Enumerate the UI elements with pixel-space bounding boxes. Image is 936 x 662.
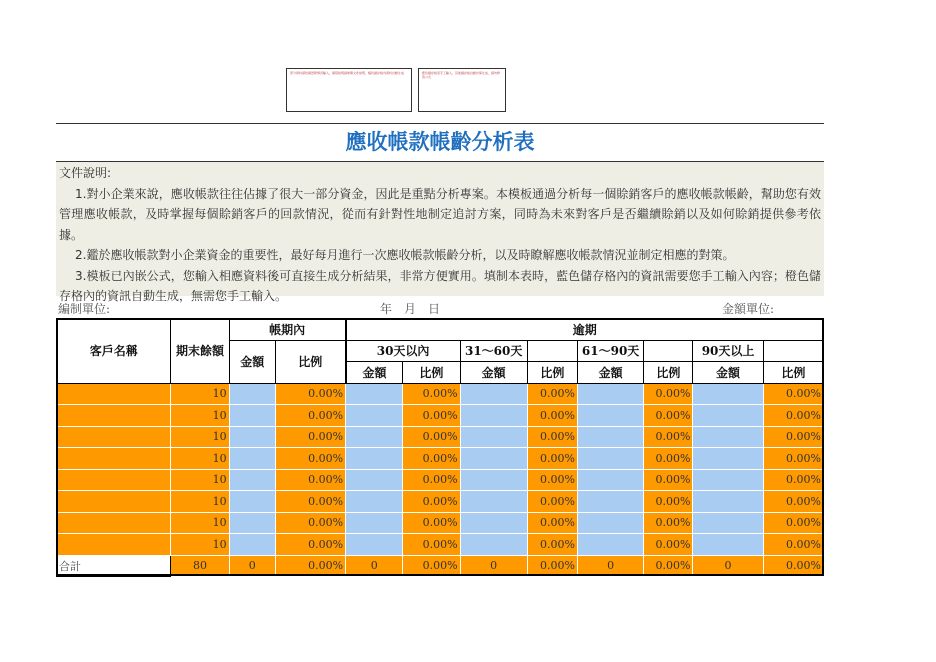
within-term-ratio-cell: 0.00% <box>275 534 345 556</box>
within-term-ratio-cell: 0.00% <box>275 383 345 405</box>
table-row <box>57 491 824 513</box>
total-30-days-ratio-cell: 0.00% <box>403 555 460 577</box>
description-panel <box>56 162 824 303</box>
header-30-days-amount: 金額 <box>346 362 403 384</box>
61-90-days-ratio-cell: 0.00% <box>644 405 693 427</box>
table-row <box>57 469 824 491</box>
total-31-60-days-amount-cell: 0 <box>460 555 527 577</box>
comment-note-1 <box>286 68 412 112</box>
90-plus-days-ratio-cell: 0.00% <box>763 491 823 513</box>
within-term-amount-input[interactable] <box>229 448 275 470</box>
description-paragraph-2: 2.鑑於應收帳款對小企業資金的重要性，最好每月進行一次應收帳款帳齡分析，以及時瞭解應收帳款情況並制定相應的對策。 <box>75 248 735 262</box>
90-plus-days-amount-input[interactable] <box>693 512 763 534</box>
aging-analysis-table <box>56 318 824 577</box>
header-61-90-days-spacer <box>644 340 693 362</box>
header-61-90-days: 61～90天 <box>577 340 643 362</box>
90-plus-days-ratio-cell: 0.00% <box>763 512 823 534</box>
within-term-amount-input[interactable] <box>229 534 275 556</box>
period-end-balance-cell: 10 <box>171 512 229 534</box>
31-60-days-amount-input[interactable] <box>460 512 527 534</box>
90-plus-days-ratio-cell: 0.00% <box>763 426 823 448</box>
31-60-days-amount-input[interactable] <box>460 448 527 470</box>
90-plus-days-amount-input[interactable] <box>693 469 763 491</box>
90-plus-days-ratio-cell: 0.00% <box>763 534 823 556</box>
table-row <box>57 448 824 470</box>
date-label: 年 月 日 <box>380 302 441 316</box>
31-60-days-amount-input[interactable] <box>460 534 527 556</box>
amount-unit-label: 金額單位: <box>722 302 775 316</box>
90-plus-days-ratio-cell: 0.00% <box>763 405 823 427</box>
header-90-plus-days: 90天以上 <box>693 340 763 362</box>
31-60-days-ratio-cell: 0.00% <box>527 405 577 427</box>
page-title: 應收帳款帳齡分析表 <box>345 130 535 154</box>
30-days-ratio-cell: 0.00% <box>403 426 460 448</box>
total-31-60-days-ratio-cell: 0.00% <box>527 555 577 577</box>
header-31-60-days-spacer <box>527 340 577 362</box>
header-within-term-amount: 金額 <box>229 340 275 383</box>
header-90-plus-days-ratio: 比例 <box>763 362 823 384</box>
61-90-days-ratio-cell: 0.00% <box>644 534 693 556</box>
comment-note-2 <box>418 68 506 112</box>
total-90-plus-days-amount-cell: 0 <box>693 555 763 577</box>
customer-name-cell[interactable] <box>57 448 171 470</box>
table-row <box>57 383 824 405</box>
61-90-days-ratio-cell: 0.00% <box>644 448 693 470</box>
30-days-amount-input[interactable] <box>346 491 403 513</box>
table-row <box>57 405 824 427</box>
31-60-days-ratio-cell: 0.00% <box>527 469 577 491</box>
30-days-amount-input[interactable] <box>346 426 403 448</box>
31-60-days-amount-input[interactable] <box>460 426 527 448</box>
61-90-days-ratio-cell: 0.00% <box>644 491 693 513</box>
header-31-60-days-amount: 金額 <box>460 362 527 384</box>
header-61-90-days-amount: 金額 <box>577 362 643 384</box>
total-within-term-ratio-cell: 0.00% <box>275 555 345 577</box>
within-term-ratio-cell: 0.00% <box>275 491 345 513</box>
period-end-balance-cell: 10 <box>171 405 229 427</box>
90-plus-days-ratio-cell: 0.00% <box>763 383 823 405</box>
period-end-balance-cell: 10 <box>171 426 229 448</box>
31-60-days-ratio-cell: 0.00% <box>527 383 577 405</box>
customer-name-cell[interactable] <box>57 534 171 556</box>
period-end-balance-cell: 10 <box>171 491 229 513</box>
within-term-amount-input[interactable] <box>229 512 275 534</box>
within-term-amount-input[interactable] <box>229 469 275 491</box>
header-30-days-ratio: 比例 <box>403 362 460 384</box>
31-60-days-amount-input[interactable] <box>460 469 527 491</box>
period-end-balance-cell: 10 <box>171 469 229 491</box>
within-term-ratio-cell: 0.00% <box>275 405 345 427</box>
31-60-days-ratio-cell: 0.00% <box>527 534 577 556</box>
within-term-amount-input[interactable] <box>229 426 275 448</box>
30-days-amount-input[interactable] <box>346 405 403 427</box>
90-plus-days-amount-input[interactable] <box>693 383 763 405</box>
61-90-days-amount-input[interactable] <box>577 448 643 470</box>
30-days-ratio-cell: 0.00% <box>403 512 460 534</box>
table-row <box>57 534 824 556</box>
30-days-amount-input[interactable] <box>346 383 403 405</box>
header-customer-name: 客戶名稱 <box>57 319 171 384</box>
period-end-balance-cell: 10 <box>171 383 229 405</box>
header-31-60-days: 31～60天 <box>460 340 527 362</box>
period-end-balance-cell: 10 <box>171 448 229 470</box>
90-plus-days-amount-input[interactable] <box>693 426 763 448</box>
customer-name-cell[interactable] <box>57 512 171 534</box>
90-plus-days-amount-input[interactable] <box>693 405 763 427</box>
90-plus-days-ratio-cell: 0.00% <box>763 448 823 470</box>
comment-note-2-text: 藍色儲存格需手工輸入，其他儲存格自動計算生成，請勿修改公式 <box>422 71 501 79</box>
customer-name-cell[interactable] <box>57 383 171 405</box>
within-term-amount-input[interactable] <box>229 405 275 427</box>
preparing-unit-label: 編制單位: <box>58 302 111 316</box>
total-row <box>57 555 824 577</box>
30-days-amount-input[interactable] <box>346 512 403 534</box>
within-term-amount-input[interactable] <box>229 491 275 513</box>
description-heading: 文件說明: <box>59 166 112 180</box>
header-within-term: 帳期內 <box>229 319 345 341</box>
description-paragraph-1: 1.對小企業來說，應收帳款往往佔據了很大一部分資金，因此是重點分析專案。本模板通過分析每一個賒銷客戶的應收帳款帳齡，幫助您有效管理應收帳款，及時掌握每個賒銷客戶的回款情況，從而有針對性地制定追討方案，同時為未來對客戶是否繼續賒銷以及如何賒銷提供參考依據。 <box>59 186 821 242</box>
customer-name-cell[interactable] <box>57 469 171 491</box>
customer-name-cell[interactable] <box>57 491 171 513</box>
header-within-term-ratio: 比例 <box>275 340 345 383</box>
total-within-term-amount-cell: 0 <box>229 555 275 577</box>
customer-name-cell[interactable] <box>57 405 171 427</box>
total-61-90-days-ratio-cell: 0.00% <box>644 555 693 577</box>
total-30-days-amount-cell: 0 <box>346 555 403 577</box>
title-top-rule <box>56 123 824 124</box>
61-90-days-amount-input[interactable] <box>577 534 643 556</box>
31-60-days-amount-input[interactable] <box>460 383 527 405</box>
31-60-days-ratio-cell: 0.00% <box>527 512 577 534</box>
30-days-amount-input[interactable] <box>346 469 403 491</box>
within-term-amount-input[interactable] <box>229 383 275 405</box>
within-term-ratio-cell: 0.00% <box>275 469 345 491</box>
31-60-days-ratio-cell: 0.00% <box>527 491 577 513</box>
30-days-ratio-cell: 0.00% <box>403 469 460 491</box>
within-term-ratio-cell: 0.00% <box>275 448 345 470</box>
period-end-balance-cell: 10 <box>171 534 229 556</box>
comment-note-1-text: 部分資料請依據實際情況輸入，填寫說明請參閱文件說明，橘色儲存格內資料自動生成 <box>290 71 405 75</box>
31-60-days-ratio-cell: 0.00% <box>527 426 577 448</box>
total-label: 合計 <box>57 555 171 577</box>
within-term-ratio-cell: 0.00% <box>275 426 345 448</box>
30-days-amount-input[interactable] <box>346 448 403 470</box>
30-days-ratio-cell: 0.00% <box>403 534 460 556</box>
61-90-days-ratio-cell: 0.00% <box>644 426 693 448</box>
61-90-days-amount-input[interactable] <box>577 426 643 448</box>
61-90-days-ratio-cell: 0.00% <box>644 512 693 534</box>
header-overdue: 逾期 <box>346 319 824 341</box>
header-31-60-days-ratio: 比例 <box>527 362 577 384</box>
header-period-end-balance: 期末餘額 <box>171 319 229 384</box>
table-row <box>57 426 824 448</box>
header-90-plus-days-spacer <box>763 340 823 362</box>
header-90-plus-days-amount: 金額 <box>693 362 763 384</box>
header-61-90-days-ratio: 比例 <box>644 362 693 384</box>
61-90-days-ratio-cell: 0.00% <box>644 383 693 405</box>
within-term-ratio-cell: 0.00% <box>275 512 345 534</box>
90-plus-days-ratio-cell: 0.00% <box>763 469 823 491</box>
61-90-days-amount-input[interactable] <box>577 491 643 513</box>
61-90-days-amount-input[interactable] <box>577 469 643 491</box>
header-30-days: 30天以內 <box>346 340 460 362</box>
30-days-ratio-cell: 0.00% <box>403 491 460 513</box>
30-days-ratio-cell: 0.00% <box>403 448 460 470</box>
61-90-days-ratio-cell: 0.00% <box>644 469 693 491</box>
61-90-days-amount-input[interactable] <box>577 512 643 534</box>
90-plus-days-amount-input[interactable] <box>693 534 763 556</box>
90-plus-days-amount-input[interactable] <box>693 491 763 513</box>
description-paragraph-3: 3.模板已內嵌公式，您輸入相應資料後可直接生成分析結果，非常方便實用。填制本表時，藍色儲存格內的資訊需要您手工輸入內容；橙色儲存格內的資訊自動生成，無需您手工輸入。 <box>59 268 821 303</box>
90-plus-days-amount-input[interactable] <box>693 448 763 470</box>
31-60-days-amount-input[interactable] <box>460 491 527 513</box>
30-days-amount-input[interactable] <box>346 534 403 556</box>
total-balance-cell: 80 <box>171 555 229 577</box>
61-90-days-amount-input[interactable] <box>577 383 643 405</box>
30-days-ratio-cell: 0.00% <box>403 405 460 427</box>
customer-name-cell[interactable] <box>57 426 171 448</box>
61-90-days-amount-input[interactable] <box>577 405 643 427</box>
31-60-days-ratio-cell: 0.00% <box>527 448 577 470</box>
31-60-days-amount-input[interactable] <box>460 405 527 427</box>
table-row <box>57 512 824 534</box>
total-90-plus-days-ratio-cell: 0.00% <box>763 555 823 577</box>
30-days-ratio-cell: 0.00% <box>403 383 460 405</box>
total-61-90-days-amount-cell: 0 <box>577 555 643 577</box>
